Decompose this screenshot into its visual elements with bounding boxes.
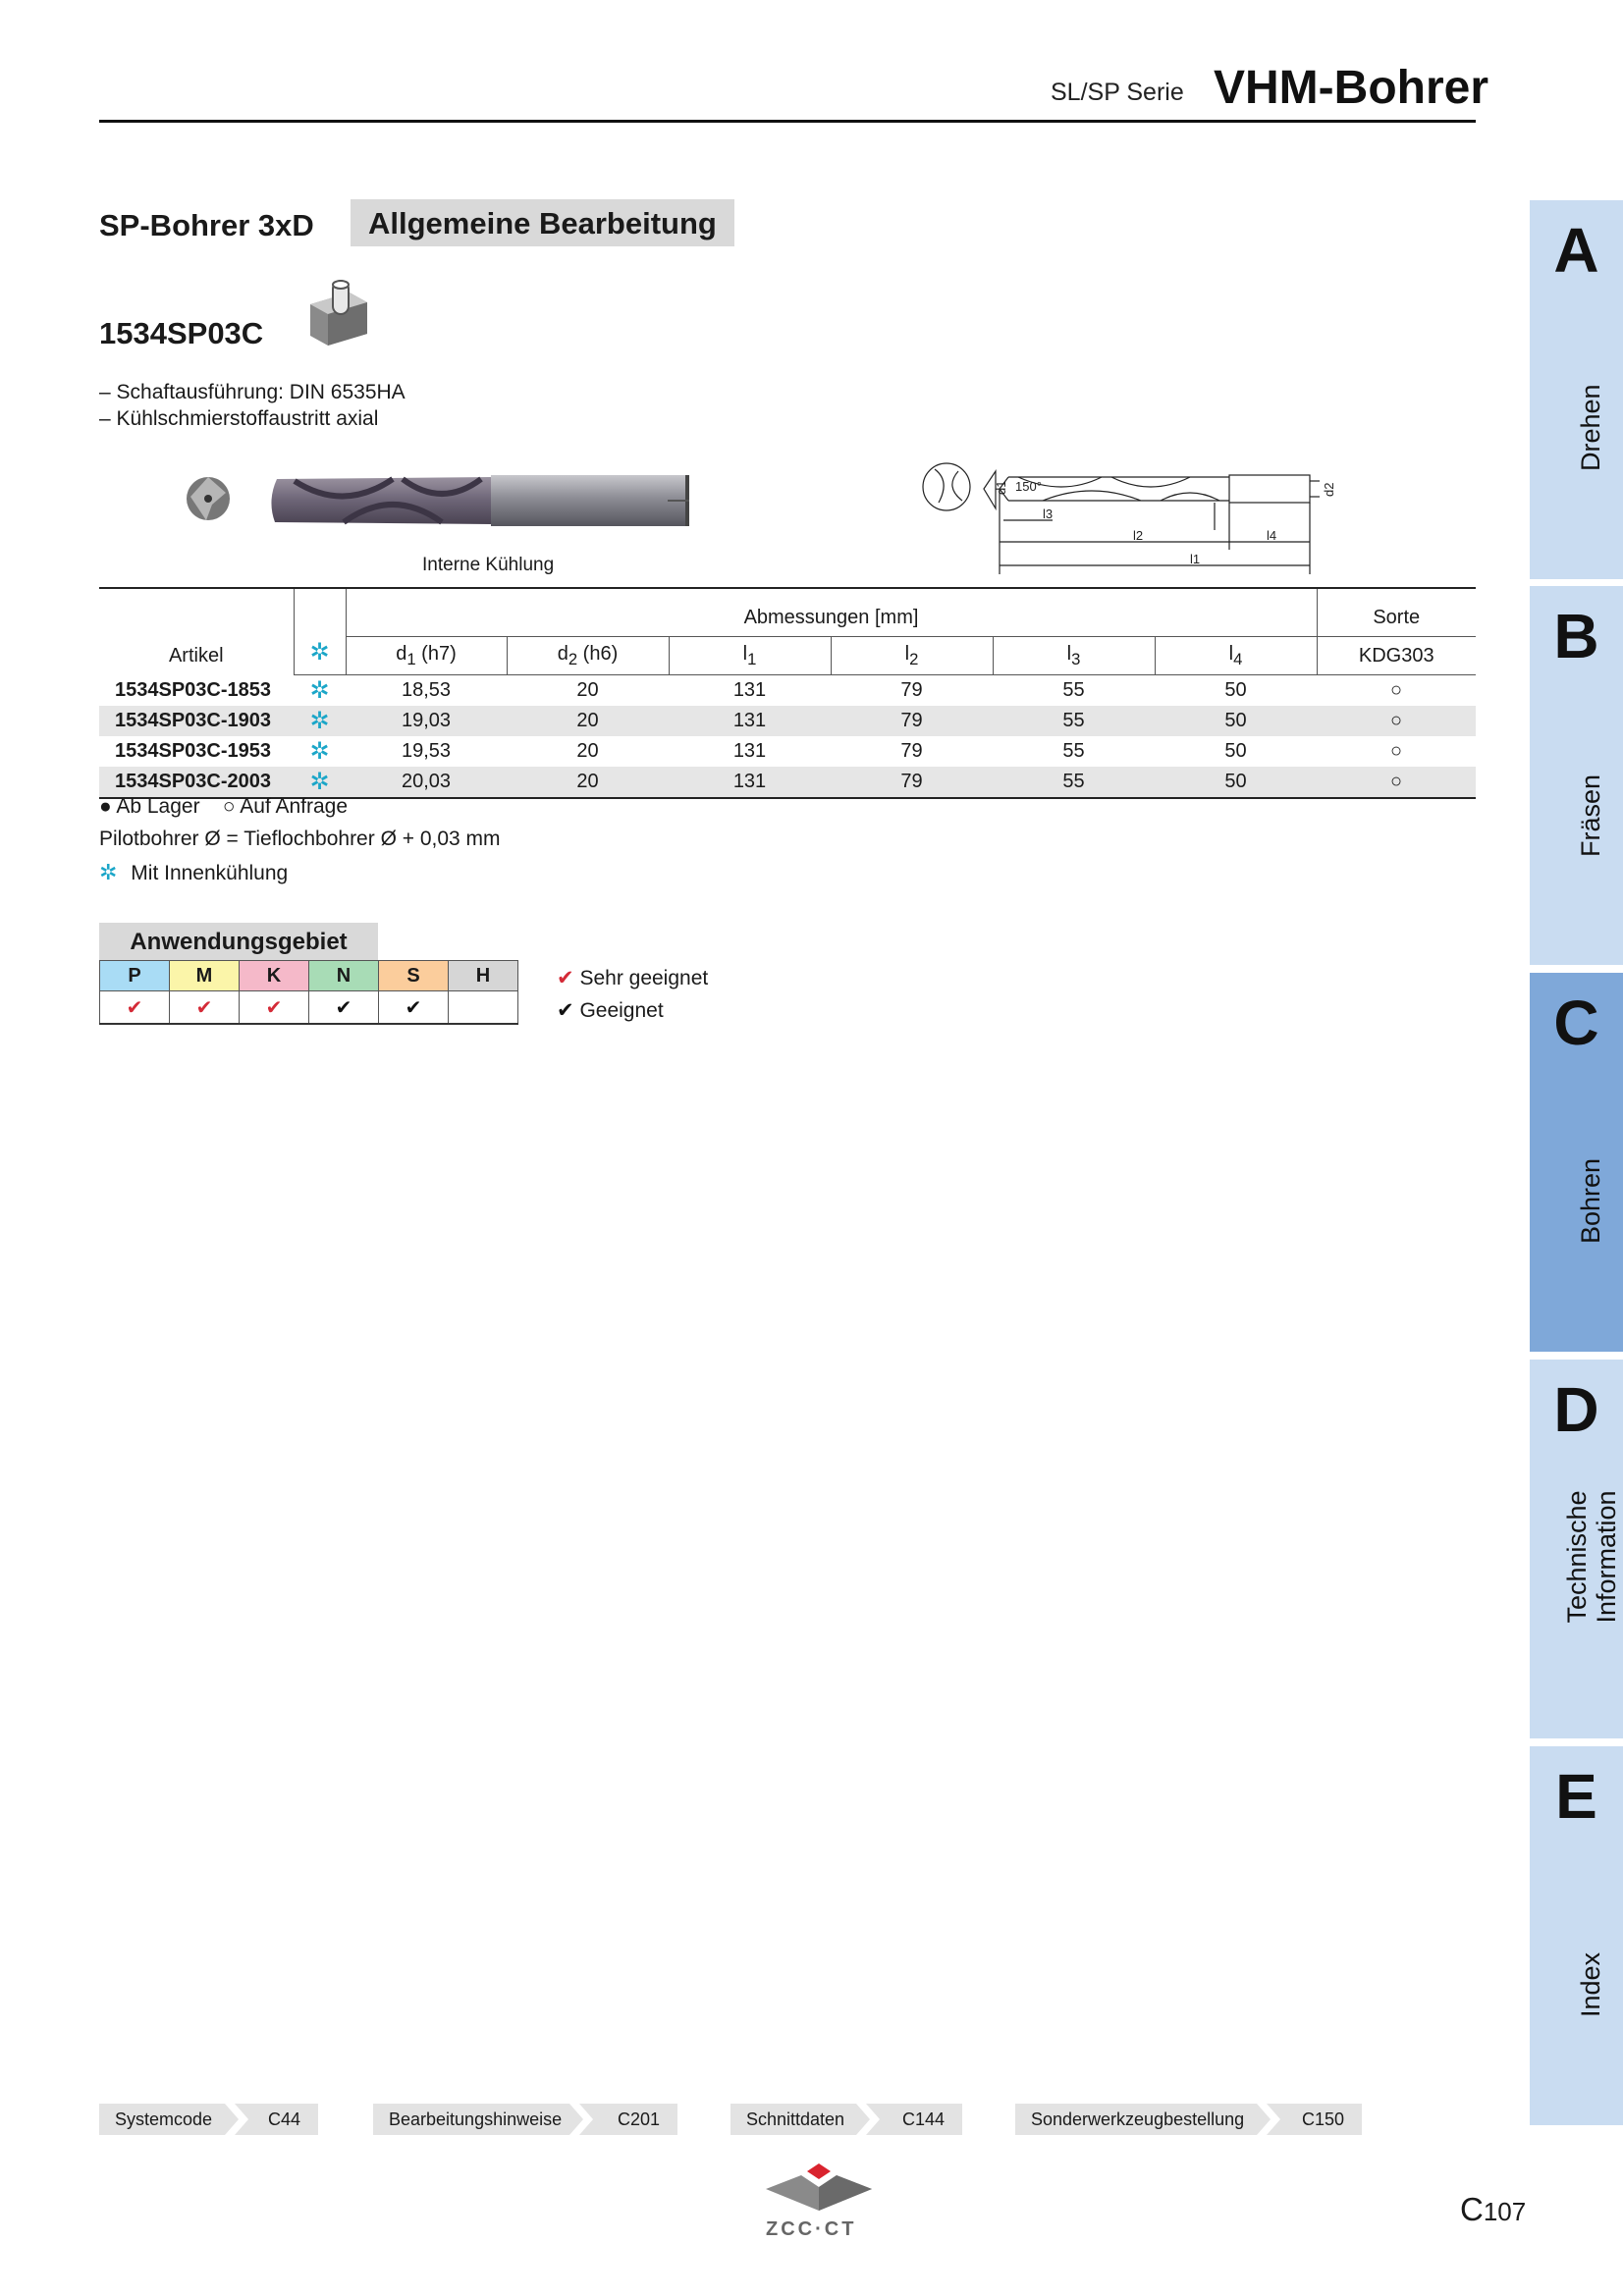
cooling-icon: ✲ xyxy=(309,738,330,765)
table-row xyxy=(99,675,1476,707)
tab-bohren[interactable] xyxy=(1530,973,1623,1352)
l4-cell: 50 xyxy=(1155,706,1317,736)
material-N: N xyxy=(309,961,379,991)
sorte-cell: ○ xyxy=(1389,679,1403,701)
cooling-icon: ✲ xyxy=(294,706,346,736)
tab-letter: A xyxy=(1553,215,1599,286)
table-row xyxy=(99,706,1476,736)
l3-cell: 55 xyxy=(993,706,1155,736)
tab-letter: D xyxy=(1553,1374,1599,1445)
d2-cell: 20 xyxy=(576,740,599,762)
cooling-icon: ✲ xyxy=(309,677,330,704)
check-icon: ✔ xyxy=(379,991,449,1025)
l1-cell: 131 xyxy=(669,706,831,736)
chevron-right-icon xyxy=(856,2104,882,2135)
cooling-icon: ✲ xyxy=(99,860,118,884)
artikel-cell: 1534SP03C-1853 xyxy=(115,678,272,701)
workpiece-hole-icon xyxy=(306,277,371,347)
page-number: C107 xyxy=(1460,2191,1527,2227)
col-header-d1: $d_1$ (h7) xyxy=(346,637,507,675)
l2-cell: 79 xyxy=(900,679,923,701)
chevron-right-icon xyxy=(569,2104,595,2135)
col-header-d2: $d_2$ (h6) xyxy=(507,637,669,675)
d2-cell: 20 xyxy=(507,706,669,736)
material-M: M xyxy=(170,961,240,991)
angle-label: 150° xyxy=(1015,479,1042,494)
check-red-icon: ✔ xyxy=(557,967,574,989)
ref-bearbeitungshinweise[interactable]: Bearbeitungshinweise C201 xyxy=(373,2104,677,2135)
tab-label: Bohren xyxy=(1576,1157,1605,1244)
application-table xyxy=(99,960,518,1025)
drill-photo xyxy=(177,454,727,561)
l1-cell: 131 xyxy=(732,740,767,762)
application-title: Anwendungsgebiet xyxy=(99,923,378,960)
sorte-cell: ○ xyxy=(1317,767,1476,798)
ref-systemcode[interactable]: Systemcode C44 xyxy=(99,2104,318,2135)
legend-geeignet: Geeignet xyxy=(579,999,664,1022)
d2-cell: 20 xyxy=(576,679,599,701)
d1-cell: 20,03 xyxy=(346,767,507,798)
table-row xyxy=(99,736,1476,767)
drawing-caption: Interne Kühlung xyxy=(422,555,555,575)
tab-label: Drehen xyxy=(1576,384,1605,471)
tab-fraesen[interactable] xyxy=(1530,586,1623,965)
sorte-cell: ○ xyxy=(1317,706,1476,736)
check-icon: ✔ xyxy=(240,991,309,1025)
pilot-note: Pilotbohrer Ø = Tieflochbohrer Ø + 0,03 mm xyxy=(99,828,501,850)
svg-text:l2: l2 xyxy=(1133,528,1144,543)
cooling-note: Mit Innenkühlung xyxy=(131,862,289,884)
cooling-icon: ✲ xyxy=(294,767,346,798)
material-H: H xyxy=(449,961,518,991)
product-category: Allgemeine Bearbeitung xyxy=(351,199,734,246)
logo-text: ZCC·CT xyxy=(766,2218,857,2240)
ref-schnittdaten[interactable]: Schnittdaten C144 xyxy=(730,2104,962,2135)
check-icon: ✔ xyxy=(100,991,170,1025)
series-label: SL/SP Serie xyxy=(1051,79,1184,106)
tab-letter: E xyxy=(1555,1761,1597,1832)
table-row xyxy=(99,767,1476,798)
tab-letter: B xyxy=(1553,601,1599,671)
col-header-sorte: Sorte xyxy=(1317,588,1476,637)
check-icon: ✔ xyxy=(170,991,240,1025)
group-header-dimensions: Abmessungen [mm] xyxy=(346,588,1317,637)
chevron-right-icon xyxy=(1257,2104,1282,2135)
chevron-right-icon xyxy=(225,2104,250,2135)
material-S: S xyxy=(379,961,449,991)
svg-text:l1: l1 xyxy=(1190,552,1201,566)
tab-technische-information[interactable] xyxy=(1530,1360,1623,1738)
l4-cell: 50 xyxy=(1224,740,1247,762)
d1-cell: 18,53 xyxy=(401,679,452,701)
product-code: 1534SP03C xyxy=(99,316,264,350)
tab-drehen[interactable] xyxy=(1530,200,1623,579)
l1-cell: 131 xyxy=(669,767,831,798)
col-header-artikel: Artikel xyxy=(99,588,294,675)
feature-coolant: – Kühlschmierstoffaustritt axial xyxy=(99,407,379,430)
tab-label: Technische Information xyxy=(1562,1490,1621,1624)
l3-cell: 55 xyxy=(1062,679,1085,701)
d1-cell: 19,03 xyxy=(346,706,507,736)
artikel-cell: 1534SP03C-1903 xyxy=(99,706,294,736)
artikel-cell: 1534SP03C-2003 xyxy=(99,767,294,798)
tab-label: Index xyxy=(1576,1951,1605,2017)
material-P: P xyxy=(100,961,170,991)
article-table xyxy=(99,587,1476,799)
l3-cell: 55 xyxy=(1062,740,1085,762)
technical-drawing xyxy=(905,452,1367,575)
svg-text:l4: l4 xyxy=(1267,528,1277,543)
artikel-cell: 1534SP03C-1953 xyxy=(115,740,272,762)
tab-index[interactable] xyxy=(1530,1746,1623,2125)
sorte-cell: ○ xyxy=(1389,740,1403,762)
page-title: VHM-Bohrer xyxy=(1214,62,1489,114)
empty-check-cell xyxy=(449,991,518,1025)
tab-letter: C xyxy=(1553,988,1599,1058)
material-K: K xyxy=(240,961,309,991)
tab-label: Fräsen xyxy=(1576,774,1605,857)
svg-text:d2: d2 xyxy=(1322,482,1336,497)
product-name: SP-Bohrer 3xD xyxy=(99,208,314,242)
l1-cell: 131 xyxy=(732,679,767,701)
l2-cell: 79 xyxy=(831,706,993,736)
drill-tip-view xyxy=(187,477,230,520)
l4-cell: 50 xyxy=(1155,767,1317,798)
l2-cell: 79 xyxy=(831,767,993,798)
company-logo xyxy=(762,2160,876,2216)
d2-cell: 20 xyxy=(507,767,669,798)
legend-sehr-geeignet: Sehr geeignet xyxy=(579,967,709,989)
header-rule xyxy=(99,120,1476,123)
l3-cell: 55 xyxy=(993,767,1155,798)
svg-text:d1: d1 xyxy=(994,480,1008,495)
feature-shank: – Schaftausführung: DIN 6535HA xyxy=(99,381,406,403)
check-icon: ✔ xyxy=(309,991,379,1025)
l2-cell: 79 xyxy=(900,740,923,762)
col-header-grade: KDG303 xyxy=(1317,637,1476,675)
col-header-l2: $l_2$ xyxy=(831,637,993,675)
cooling-icon: ✲ xyxy=(309,639,330,666)
col-header-l4: $l_4$ xyxy=(1155,637,1317,675)
l4-cell: 50 xyxy=(1224,679,1247,701)
check-black-icon: ✔ xyxy=(557,999,574,1022)
svg-text:l3: l3 xyxy=(1043,507,1054,521)
col-header-l3: $l_3$ xyxy=(993,637,1155,675)
d1-cell: 19,53 xyxy=(401,740,452,762)
col-header-l1: $l_1$ xyxy=(669,637,831,675)
ref-sonderwerkzeugbestellung[interactable]: Sonderwerkzeugbestellung C150 xyxy=(1015,2104,1362,2135)
stock-legend: ● Ab Lager ○ Auf Anfrage xyxy=(99,795,349,818)
